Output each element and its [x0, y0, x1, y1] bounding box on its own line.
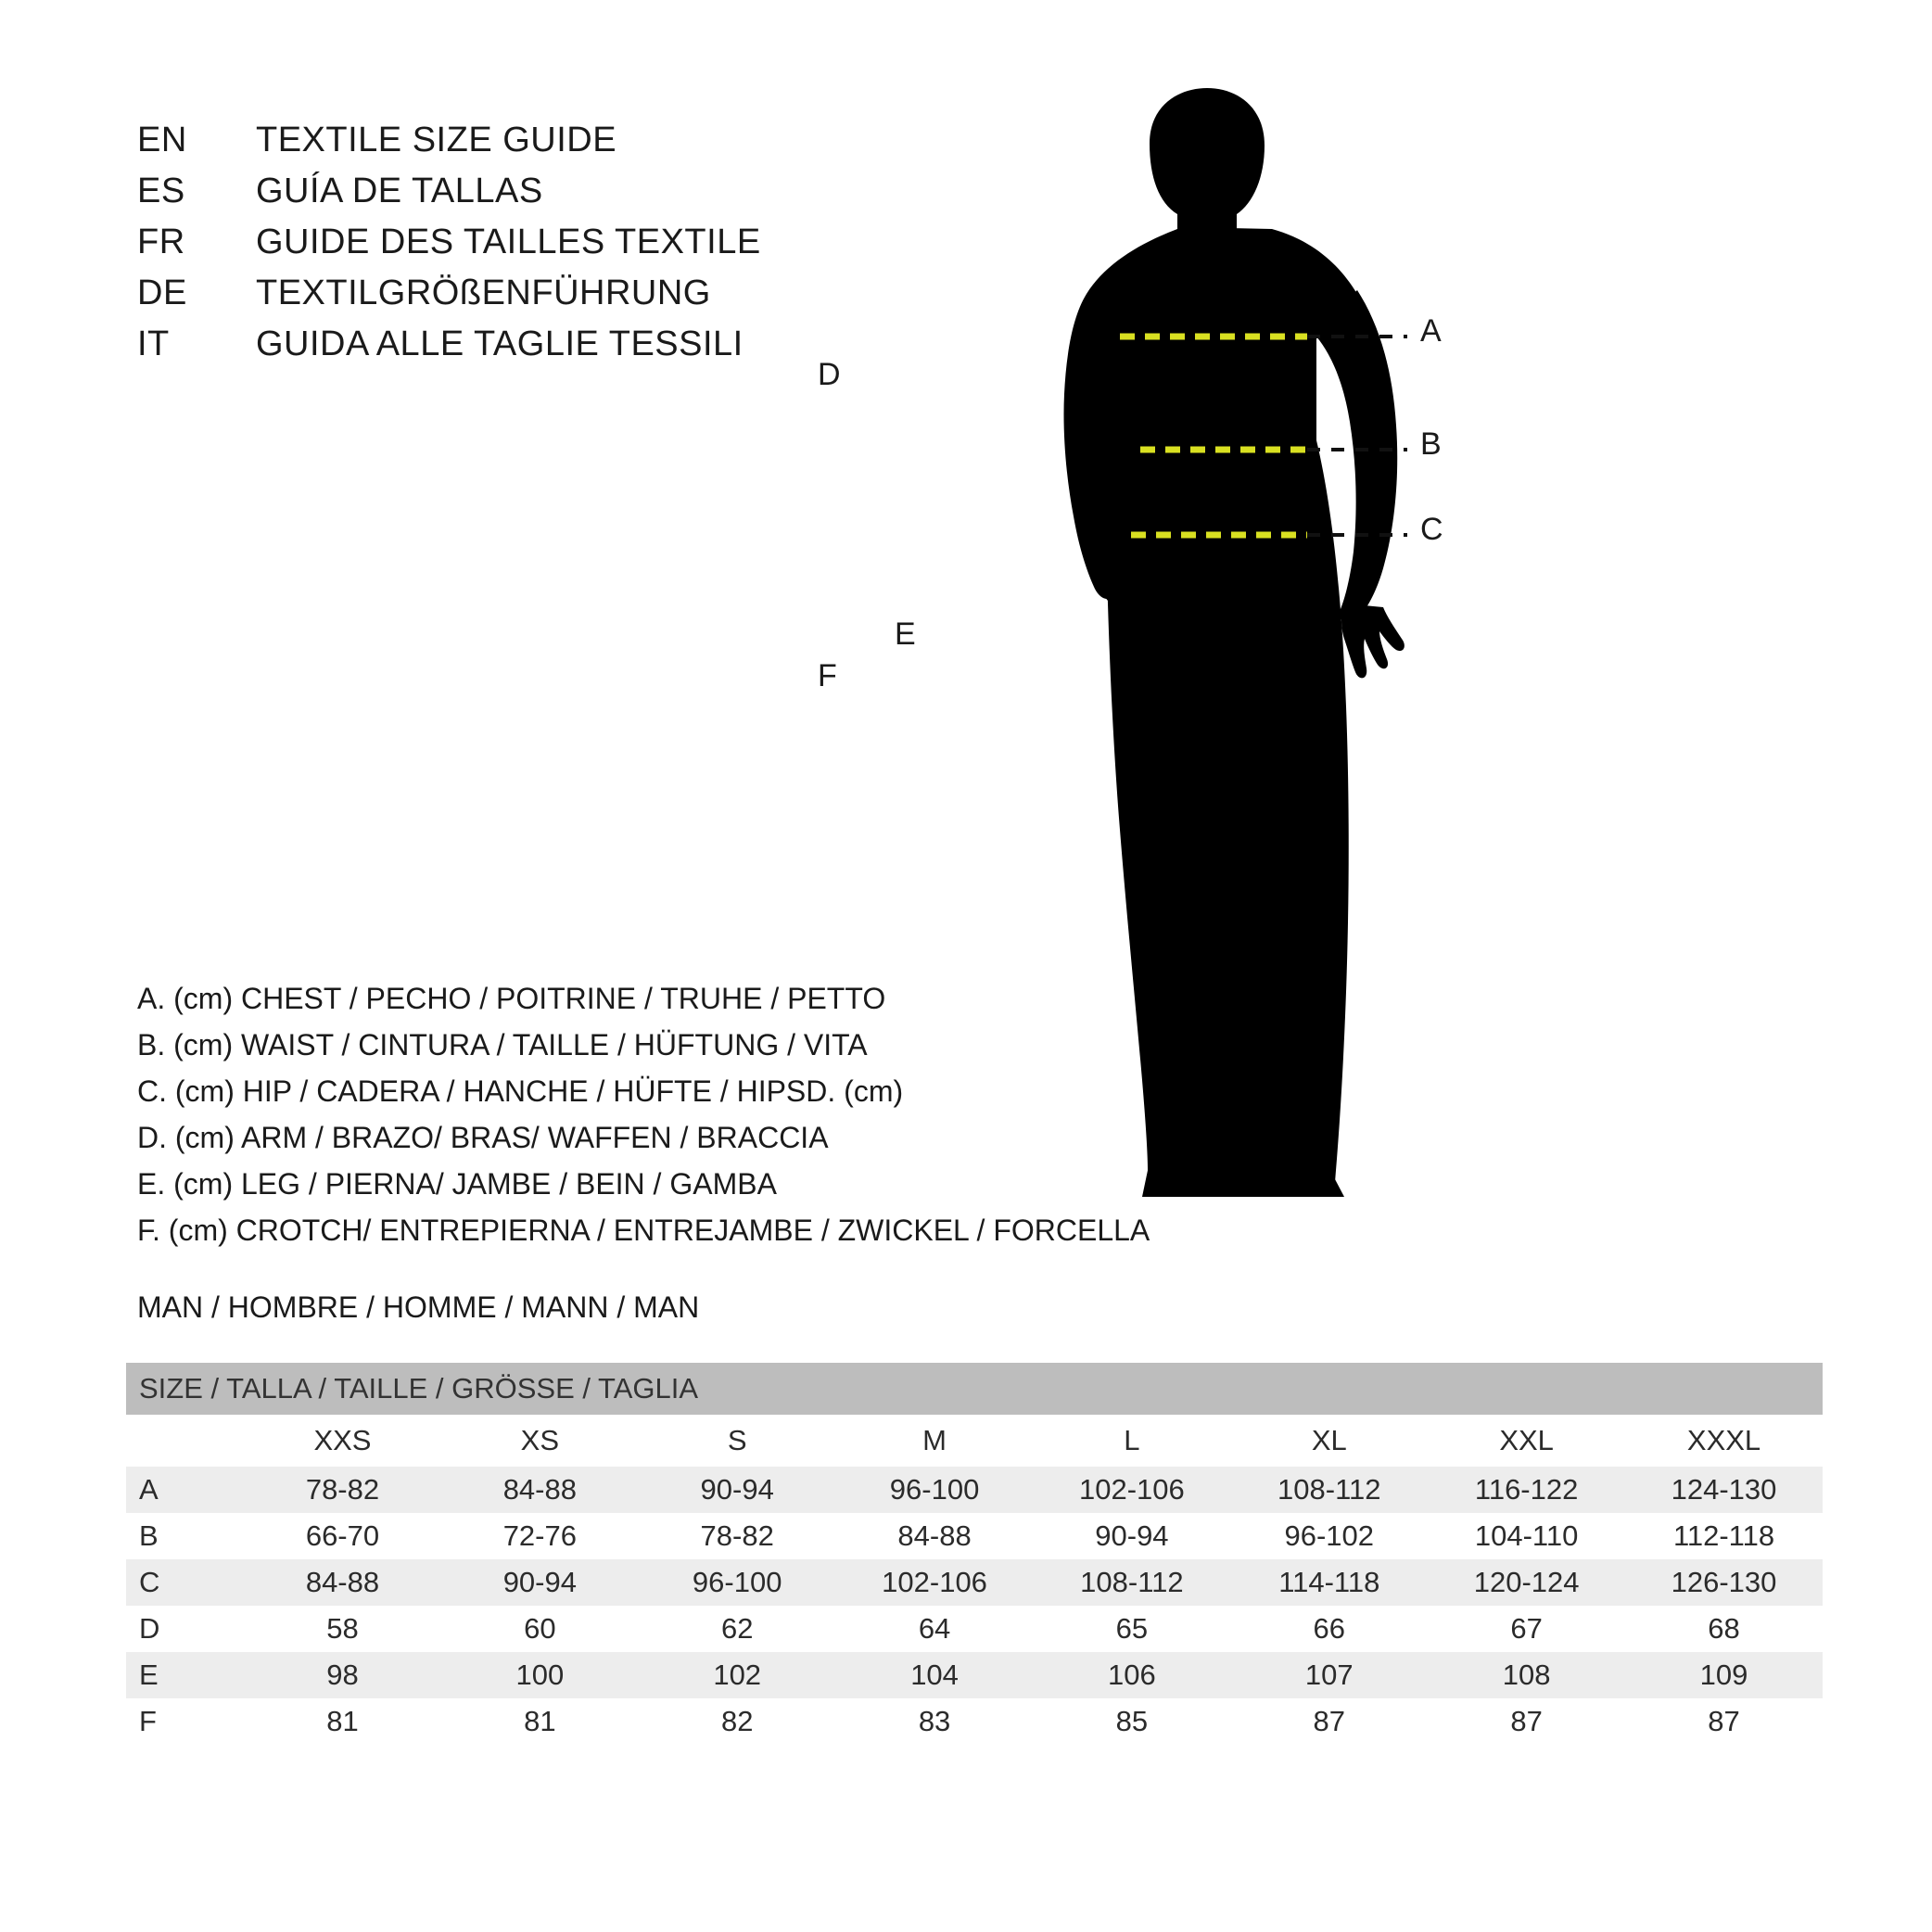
- cell-b-xxl: 104-110: [1428, 1513, 1625, 1559]
- table-row: [126, 1698, 1823, 1745]
- cell-a-l: 102-106: [1033, 1467, 1230, 1513]
- dimension-label-f: F: [818, 658, 837, 693]
- title-text-en: TEXTILE SIZE GUIDE: [256, 121, 617, 159]
- title-text-it: GUIDA ALLE TAGLIE TESSILI: [256, 324, 744, 363]
- cell-a-xxl: 116-122: [1428, 1467, 1625, 1513]
- dimension-label-e: E: [895, 616, 916, 652]
- cell-f-s: 82: [639, 1698, 836, 1745]
- cell-b-m: 84-88: [836, 1513, 1034, 1559]
- legend-item-f: F. (cm) CROTCH/ ENTREPIERNA / ENTREJAMBE / ZWICKEL / FORCELLA: [137, 1214, 1150, 1247]
- row-label-d: D: [126, 1606, 244, 1652]
- column-header-l: L: [1033, 1415, 1230, 1467]
- cell-c-xxxl: 126-130: [1625, 1559, 1823, 1606]
- title-lang-fr: FR: [137, 222, 185, 261]
- table-row: [126, 1652, 1823, 1698]
- dimension-label-d: D: [818, 357, 841, 392]
- legend-item-e: E. (cm) LEG / PIERNA/ JAMBE / BEIN / GAMBA: [137, 1167, 777, 1201]
- legend-item-d: D. (cm) ARM / BRAZO/ BRAS/ WAFFEN / BRACCIA: [137, 1121, 829, 1154]
- table-columns-row: [126, 1415, 1823, 1467]
- column-header-xs: XS: [441, 1415, 639, 1467]
- cell-b-xxs: 66-70: [244, 1513, 441, 1559]
- cell-f-m: 83: [836, 1698, 1034, 1745]
- cell-e-xxs: 98: [244, 1652, 441, 1698]
- row-label-a: A: [126, 1467, 244, 1513]
- table-row: [126, 1559, 1823, 1606]
- cell-c-m: 102-106: [836, 1559, 1034, 1606]
- callout-label-b: B: [1420, 426, 1442, 462]
- column-header-s: S: [639, 1415, 836, 1467]
- cell-b-xxxl: 112-118: [1625, 1513, 1823, 1559]
- table-row: [126, 1606, 1823, 1652]
- cell-c-xxs: 84-88: [244, 1559, 441, 1606]
- cell-f-l: 85: [1033, 1698, 1230, 1745]
- table-header-row: [126, 1363, 1823, 1415]
- cell-d-xl: 66: [1230, 1606, 1428, 1652]
- title-row: [137, 273, 761, 324]
- cell-f-xxl: 87: [1428, 1698, 1625, 1745]
- cell-a-xxxl: 124-130: [1625, 1467, 1823, 1513]
- cell-f-xs: 81: [441, 1698, 639, 1745]
- column-header-xxxl: XXXL: [1625, 1415, 1823, 1467]
- gender-label: MAN / HOMBRE / HOMME / MANN / MAN: [137, 1290, 700, 1324]
- row-label-f: F: [126, 1698, 244, 1745]
- cell-a-m: 96-100: [836, 1467, 1034, 1513]
- cell-d-xxxl: 68: [1625, 1606, 1823, 1652]
- title-lang-es: ES: [137, 172, 185, 210]
- title-text-fr: GUIDE DES TAILLES TEXTILE: [256, 222, 761, 261]
- cell-b-xl: 96-102: [1230, 1513, 1428, 1559]
- cell-c-xs: 90-94: [441, 1559, 639, 1606]
- cell-a-xs: 84-88: [441, 1467, 639, 1513]
- row-label-c: C: [126, 1559, 244, 1606]
- title-row: [137, 121, 761, 172]
- row-label-e: E: [126, 1652, 244, 1698]
- legend-item-c: C. (cm) HIP / CADERA / HANCHE / HÜFTE / HIPSD. (cm): [137, 1074, 904, 1108]
- cell-d-s: 62: [639, 1606, 836, 1652]
- cell-a-xl: 108-112: [1230, 1467, 1428, 1513]
- table-row: [126, 1513, 1823, 1559]
- column-header-xl: XL: [1230, 1415, 1428, 1467]
- legend-item-a: A. (cm) CHEST / PECHO / POITRINE / TRUHE / PETTO: [137, 982, 886, 1015]
- cell-c-l: 108-112: [1033, 1559, 1230, 1606]
- callout-label-a: A: [1420, 313, 1442, 349]
- table-corner-cell: [126, 1415, 244, 1467]
- cell-b-s: 78-82: [639, 1513, 836, 1559]
- column-header-xxl: XXL: [1428, 1415, 1625, 1467]
- cell-b-l: 90-94: [1033, 1513, 1230, 1559]
- cell-c-xxl: 120-124: [1428, 1559, 1625, 1606]
- cell-e-xxl: 108: [1428, 1652, 1625, 1698]
- cell-f-xxs: 81: [244, 1698, 441, 1745]
- man-silhouette: [1063, 88, 1404, 1197]
- cell-a-s: 90-94: [639, 1467, 836, 1513]
- cell-a-xxs: 78-82: [244, 1467, 441, 1513]
- cell-e-xl: 107: [1230, 1652, 1428, 1698]
- title-lang-en: EN: [137, 121, 187, 159]
- size-table: [126, 1363, 1823, 1745]
- title-block: [137, 121, 761, 375]
- title-row: [137, 324, 761, 375]
- cell-f-xl: 87: [1230, 1698, 1428, 1745]
- title-text-es: GUÍA DE TALLAS: [256, 172, 543, 210]
- measurement-legend: [137, 975, 1150, 1253]
- cell-e-l: 106: [1033, 1652, 1230, 1698]
- cell-c-s: 96-100: [639, 1559, 836, 1606]
- cell-d-xxs: 58: [244, 1606, 441, 1652]
- cell-e-xs: 100: [441, 1652, 639, 1698]
- callout-label-c: C: [1420, 512, 1443, 547]
- column-header-xxs: XXS: [244, 1415, 441, 1467]
- table-header-label: SIZE / TALLA / TAILLE / GRÖSSE / TAGLIA: [126, 1363, 1823, 1415]
- title-lang-it: IT: [137, 324, 170, 363]
- cell-e-s: 102: [639, 1652, 836, 1698]
- title-lang-de: DE: [137, 273, 187, 312]
- title-row: [137, 172, 761, 222]
- body-measurement-figure: [818, 88, 1854, 1265]
- row-label-b: B: [126, 1513, 244, 1559]
- title-row: [137, 222, 761, 273]
- column-header-m: M: [836, 1415, 1034, 1467]
- cell-c-xl: 114-118: [1230, 1559, 1428, 1606]
- cell-e-m: 104: [836, 1652, 1034, 1698]
- cell-e-xxxl: 109: [1625, 1652, 1823, 1698]
- cell-d-l: 65: [1033, 1606, 1230, 1652]
- cell-d-xs: 60: [441, 1606, 639, 1652]
- cell-d-xxl: 67: [1428, 1606, 1625, 1652]
- cell-f-xxxl: 87: [1625, 1698, 1823, 1745]
- cell-b-xs: 72-76: [441, 1513, 639, 1559]
- legend-item-b: B. (cm) WAIST / CINTURA / TAILLE / HÜFTUNG / VITA: [137, 1028, 868, 1061]
- table-row: [126, 1467, 1823, 1513]
- title-text-de: TEXTILGRÖßENFÜHRUNG: [256, 273, 711, 312]
- cell-d-m: 64: [836, 1606, 1034, 1652]
